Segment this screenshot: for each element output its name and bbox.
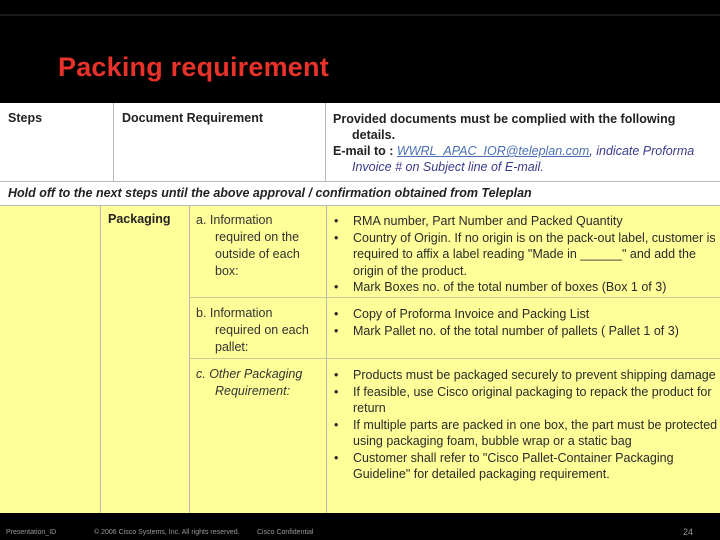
- header-provided-line2: details.: [352, 128, 396, 142]
- list-item: • Copy of Proforma Invoice and Packing List: [334, 306, 720, 323]
- list-item: • If feasible, use Cisco original packaging to repack the product for return: [334, 384, 720, 417]
- req-c-line: Requirement:: [215, 384, 291, 398]
- list-item: • Customer shall refer to "Cisco Pallet-Container Packaging Guideline" for detailed packaging requirement.: [334, 450, 720, 483]
- req-b-line: pallet:: [215, 340, 249, 354]
- list-item: • Mark Pallet no. of the total number of pallets ( Pallet 1 of 3): [334, 323, 720, 340]
- list-item: • Products must be packaged securely to prevent shipping damage: [334, 367, 720, 384]
- list-item: • Mark Boxes no. of the total number of boxes (Box 1 of 3): [334, 279, 720, 296]
- req-a-line: required on the: [215, 230, 300, 244]
- footer-copyright: © 2006 Cisco Systems, Inc. All rights reserved.: [94, 529, 240, 536]
- email-subject-note: Invoice # on Subject line of E-mail.: [352, 160, 544, 174]
- req-c-line: c. Other Packaging: [196, 367, 303, 381]
- email-link[interactable]: WWRL_APAC_IOR@teleplan.com: [396, 144, 590, 158]
- bullets-b: [326, 306, 720, 339]
- row-divider: [189, 358, 720, 359]
- packaging-label: Packaging: [108, 212, 171, 226]
- table-container: [0, 103, 720, 513]
- table-header: [0, 103, 720, 182]
- row-divider: [189, 297, 720, 298]
- list-item: • RMA number, Part Number and Packed Quantity: [334, 213, 720, 230]
- req-b-line: required on each: [215, 323, 309, 337]
- list-item: • If multiple parts are packed in one box, the part must be protected using packaging foam, bubble wrap or a static bag: [334, 417, 720, 450]
- bullets-c: [326, 367, 720, 483]
- req-b-line: b. Information: [196, 306, 273, 320]
- header-document-requirement: Document Requirement: [114, 103, 326, 182]
- bullets-a: [326, 213, 720, 296]
- header-provided-documents: [326, 103, 720, 182]
- email-label: E-mail to :: [333, 144, 397, 158]
- page-number: 24: [683, 527, 694, 537]
- divider-steps: [100, 206, 101, 513]
- header-provided-line1: Provided documents must be complied with the following: [333, 112, 676, 126]
- req-a: [189, 212, 326, 280]
- top-divider: [0, 14, 720, 16]
- req-a-line: a. Information: [196, 213, 273, 227]
- header-steps: Steps: [0, 103, 114, 182]
- footer-presentation-id: Presentation_ID: [6, 529, 57, 536]
- packaging-section: [0, 206, 720, 513]
- top-band: [0, 0, 720, 14]
- footer-confidential: Cisco Confidential: [257, 529, 314, 536]
- email-rest: , indicate Proforma: [589, 144, 695, 158]
- slide-title: Packing requirement: [58, 52, 329, 82]
- req-a-line: box:: [215, 264, 239, 278]
- req-b: [189, 305, 326, 356]
- footer: [0, 527, 720, 540]
- hold-notice: Hold off to the next steps until the above approval / confirmation obtained from Teleplan: [0, 182, 720, 206]
- req-a-line: outside of each: [215, 247, 300, 261]
- req-c: [189, 366, 326, 400]
- list-item: • Country of Origin. If no origin is on the pack-out label, customer is required to affix a label reading "Made in ______" and add the origin of the product.: [334, 230, 720, 280]
